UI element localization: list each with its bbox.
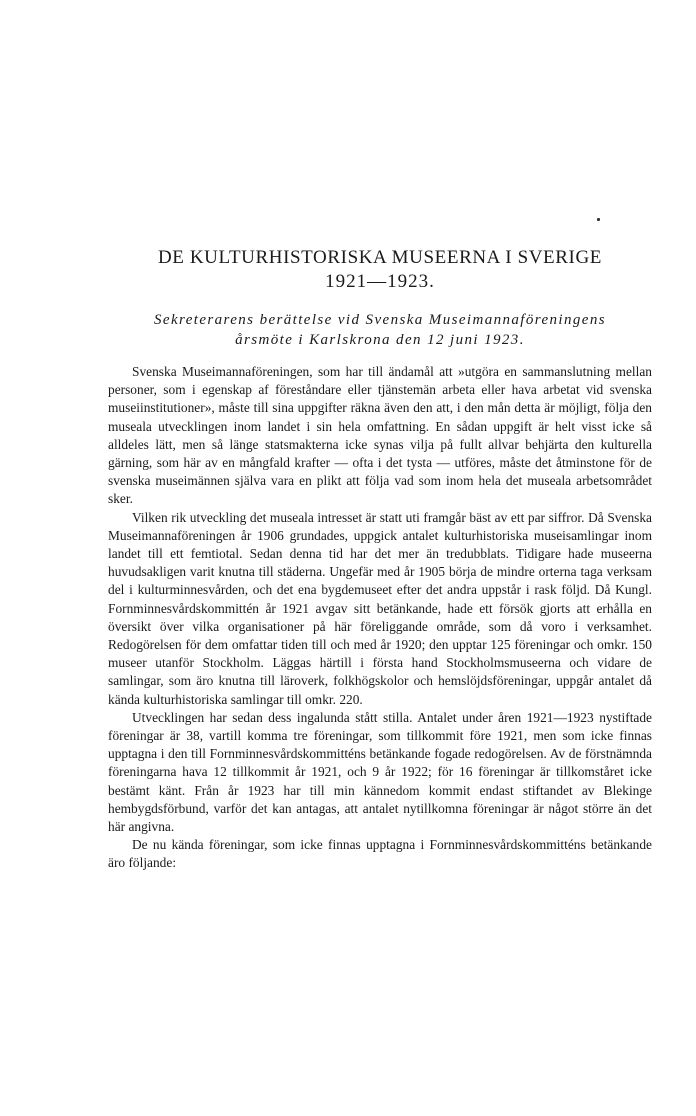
paragraph-3: Utvecklingen har sedan dess ingalunda stått stilla. Antalet under åren 1921—1923 nystiftade föreningar är 38, vartill komma tre föreningar, som tillkommit före 1921, men som icke finnas upptagna i den till Fornminnesvårdskommitténs betänkande fogade redogörelsen. Av de förstnämnda föreningarna hava 12 tillkommit år 1921, och 9 år 1922; för 16 föreningar är tillkomståret icke bestämt känt. Från år 1923 har till min kännedom kommit endast stiftandet av Blekinge hembygdsförbund, varför det kan antagas, att antalet nytillkomna föreningar är något större än det här angivna. — [108, 709, 652, 835]
article-subtitle-line1: Sekreterarens berättelse vid Svenska Museimannaföreningens — [154, 312, 606, 328]
article-title: DE KULTURHISTORISKA MUSEERNA I SVERIGE — [157, 247, 602, 268]
article-body — [108, 363, 652, 873]
article-title-years: 1921—1923. — [325, 271, 435, 292]
article-subtitle-line2: årsmöte i Karlskrona den 12 juni 1923. — [235, 332, 525, 348]
print-speck — [597, 218, 600, 221]
paragraph-1: Svenska Museimannaföreningen, som har till ändamål att »utgöra en sammanslutning mellan personer, som i egenskap af föreståndare eller tjänstemän arbeta eller hava arbetat vid svenska museiinstitutioner», måste till sina uppgifter räkna även den att, i den mån detta är möjligt, följa den museala utvecklingen inom landet i sin hela omfattning. En sådan uppgift är helt visst icke så alldeles lätt, men så länge statsmakterna icke synas vilja på fullt allvar behjärta den kulturella gärning, som här av en mångfald krafter — ofta i det tysta — utföres, måste det åtminstone för de svenska museimännen själva vara en plikt att följa vad som inom hela det museala arbetsområdet sker. — [108, 364, 652, 507]
paragraph-4: De nu kända föreningar, som icke finnas upptagna i Fornminnesvårdskommitténs betänkande äro följande: — [108, 837, 652, 871]
paragraph-2: Vilken rik utveckling det museala intresset är statt uti framgår bäst av ett par siffror. Då Svenska Museimannaföreningen år 1906 grundades, uppgick antalet kulturhistoriska museisamlingar inom landet till ett femtiotal. Sedan denna tid har det mer än tredubblats. Tidigare hade museerna huvudsakligen varit knutna till städerna. Ungefär med år 1905 börja de mindre orterna taga verksam del i kulturminnesvården, och det ena bygdemuseet efter det andra uppstår i rask följd. Då Kungl. Fornminnesvårdskommittén år 1921 avgav sitt betänkande, hade ett försök gjorts att erhålla en översikt över vilka organisationer på här föreliggande område, som då voro i verksamhet. Redogörelsen för dem omfattar tiden till och med år 1920; den upptar 125 föreningar och omkr. 150 museer utanför Stockholm. Läggas härtill i första hand Stockholmsmuseerna och vidare de samlingar, som äro knutna till läroverk, folkhögskolor och hemslöjdsföreningar, uppgår antalet då kända kulturhistoriska samlingar till omkr. 220. — [108, 509, 652, 707]
